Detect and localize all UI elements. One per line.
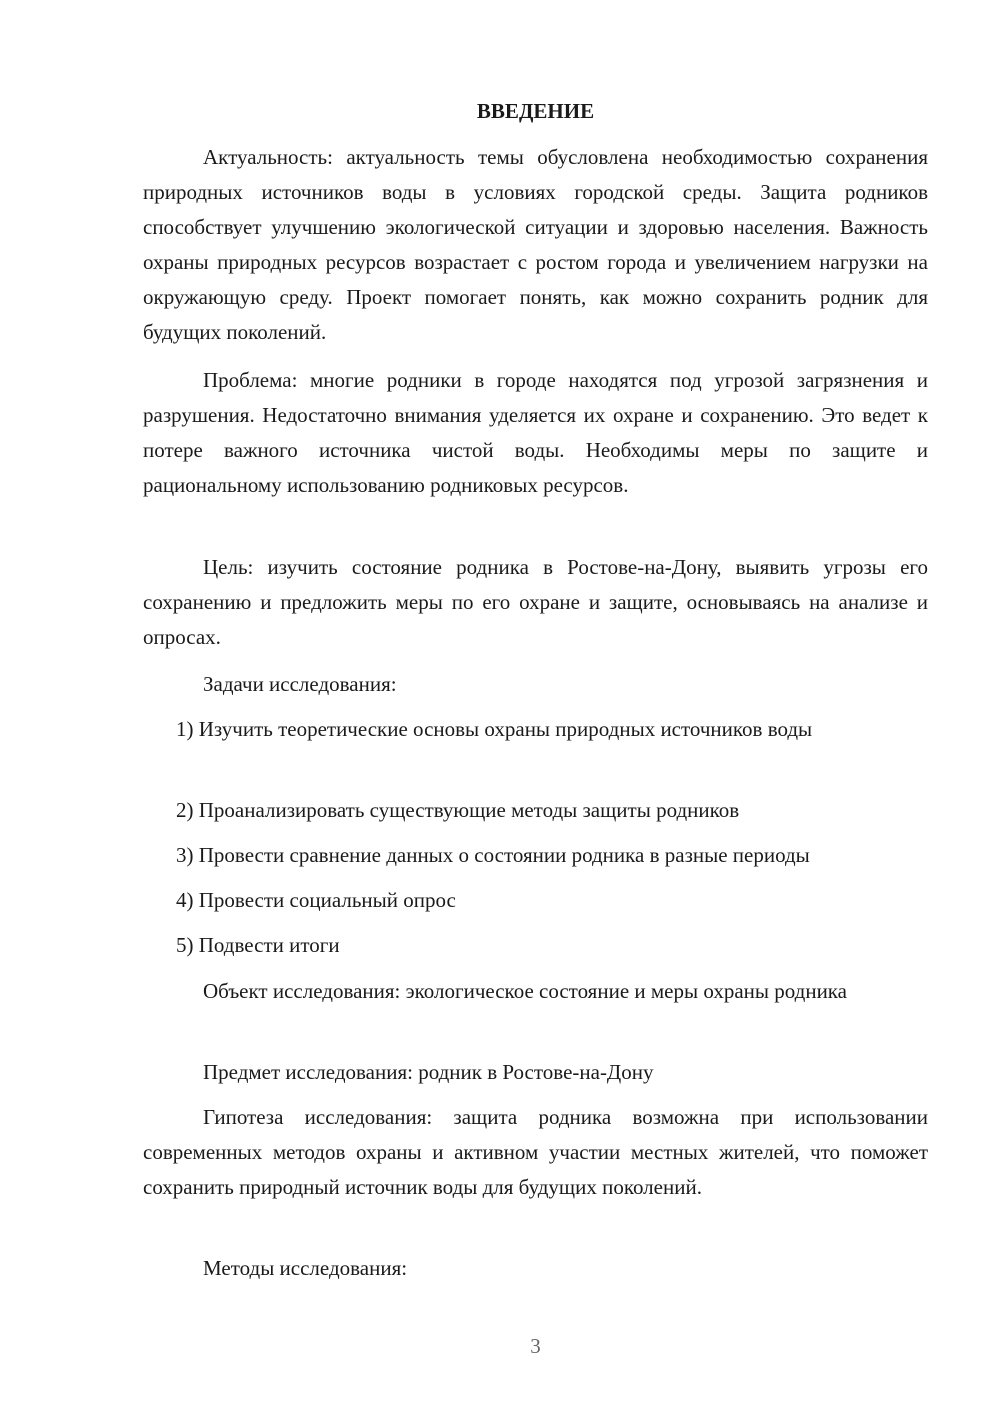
problem-paragraph: Проблема: многие родники в городе находятся под угрозой загрязнения и разрушения. Недостаточно внимания уделяется их охране и сохранению. Это ведет к потере важного источника чистой воды. Необходимы меры по защите и рациональному использованию родниковых ресурсов. bbox=[143, 368, 928, 497]
object-paragraph: Объект исследования: экологическое состояние и меры охраны родника bbox=[203, 979, 848, 1003]
tasks-heading: Задачи исследования: bbox=[203, 672, 397, 696]
relevance-paragraph: Актуальность: актуальность темы обусловлена необходимостью сохранения природных источников воды в условиях городской среды. Защита родников способствует улучшению экологической ситуации и здоровью населения. Важность охраны природных ресурсов возрастает с ростом города и увеличением нагрузки на окружающую среду. Проект помогает понять, как можно сохранить родник для будущих поколений. bbox=[143, 145, 928, 344]
methods-heading: Методы исследования: bbox=[203, 1256, 408, 1280]
task-item-3: 3) Провести сравнение данных о состоянии родника в разные периоды bbox=[176, 843, 810, 867]
subject-paragraph: Предмет исследования: родник в Ростове-на-Дону bbox=[203, 1060, 654, 1084]
page-number: 3 bbox=[530, 1334, 541, 1358]
hypothesis-paragraph: Гипотеза исследования: защита родника возможна при использовании современных методов охраны и активном участии местных жителей, что поможет сохранить природный источник воды для будущих поколений. bbox=[143, 1105, 928, 1199]
task-item-1: 1) Изучить теоретические основы охраны природных источников воды bbox=[176, 717, 813, 741]
task-item-4: 4) Провести социальный опрос bbox=[176, 888, 456, 912]
page-title: ВВЕДЕНИЕ bbox=[476, 99, 595, 123]
task-item-5: 5) Подвести итоги bbox=[176, 933, 340, 957]
task-item-2: 2) Проанализировать существующие методы защиты родников bbox=[176, 798, 740, 822]
goal-paragraph: Цель: изучить состояние родника в Ростове-на-Дону, выявить угрозы его сохранению и предложить меры по его охране и защите, основываясь на анализе и опросах. bbox=[143, 555, 928, 649]
